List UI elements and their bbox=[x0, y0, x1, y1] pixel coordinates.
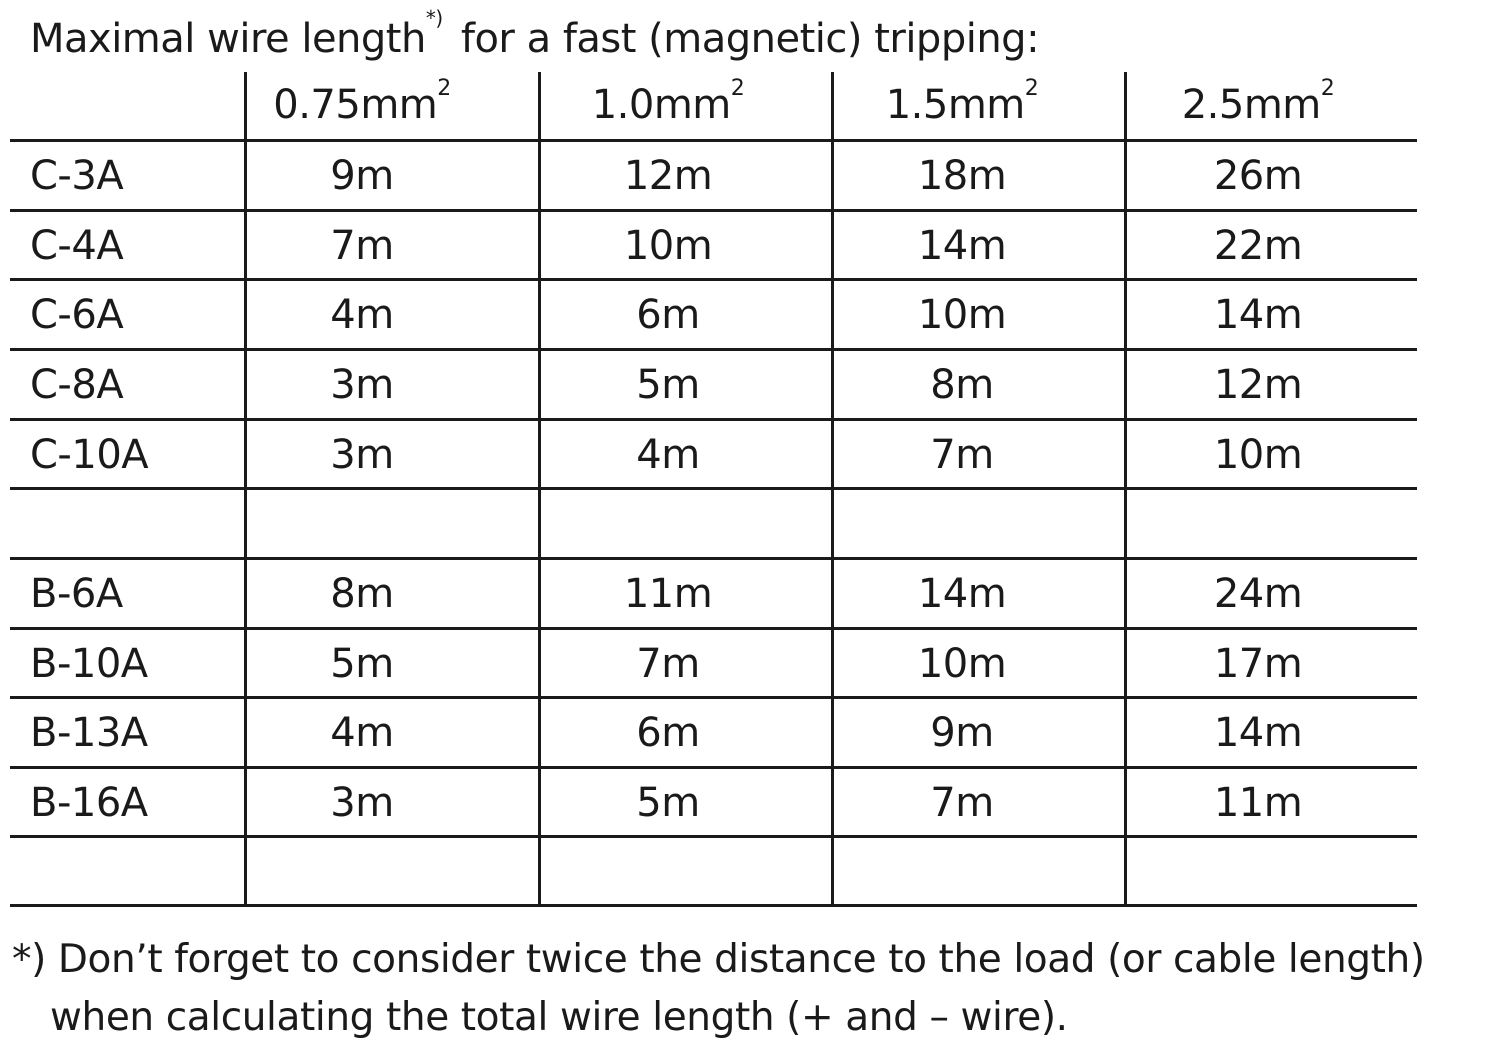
table-title bbox=[30, 6, 1040, 64]
title-footnote-marker: *) bbox=[425, 6, 443, 30]
footnote-line-1: *) Don’t forget to consider twice the distance to the load (or cable length) bbox=[12, 937, 1425, 982]
table-cell: 17m bbox=[1213, 641, 1303, 687]
table-cell: 12m bbox=[623, 153, 713, 199]
row-divider bbox=[10, 348, 1417, 351]
table-cell: 9m bbox=[330, 153, 394, 199]
table-cell: 3m bbox=[330, 362, 394, 408]
column-header bbox=[273, 76, 451, 128]
column-header-exponent: 2 bbox=[1320, 76, 1335, 101]
column-header-exponent: 2 bbox=[1024, 76, 1039, 101]
table-cell: 4m bbox=[330, 710, 394, 756]
table-cell: 24m bbox=[1213, 571, 1303, 617]
table-cell: 7m bbox=[636, 641, 700, 687]
table-cell: 12m bbox=[1213, 362, 1303, 408]
table-cell: 3m bbox=[330, 432, 394, 478]
row-divider bbox=[10, 904, 1417, 907]
row-label: B-13A bbox=[30, 710, 148, 756]
column-header bbox=[885, 76, 1039, 128]
table-cell: 11m bbox=[1213, 780, 1303, 826]
table-cell: 10m bbox=[917, 292, 1007, 338]
table-cell: 7m bbox=[330, 223, 394, 269]
row-label: C-4A bbox=[30, 223, 124, 269]
row-divider bbox=[10, 139, 1417, 142]
row-label: B-6A bbox=[30, 571, 123, 617]
table-cell: 14m bbox=[917, 223, 1007, 269]
column-header bbox=[1181, 76, 1335, 128]
row-divider bbox=[10, 627, 1417, 630]
column-header bbox=[591, 76, 745, 128]
table-cell: 9m bbox=[930, 710, 994, 756]
row-divider bbox=[10, 766, 1417, 769]
table-cell: 11m bbox=[623, 571, 713, 617]
row-label: C-3A bbox=[30, 153, 124, 199]
table-cell: 10m bbox=[1213, 432, 1303, 478]
row-divider bbox=[10, 557, 1417, 560]
table-cell: 14m bbox=[1213, 292, 1303, 338]
table-cell: 14m bbox=[917, 571, 1007, 617]
row-divider bbox=[10, 487, 1417, 490]
row-label: C-8A bbox=[30, 362, 124, 408]
column-header-exponent: 2 bbox=[730, 76, 745, 101]
table-cell: 5m bbox=[636, 362, 700, 408]
row-label: C-10A bbox=[30, 432, 149, 478]
column-header-value: 1.5mm bbox=[885, 82, 1025, 128]
table-cell: 4m bbox=[636, 432, 700, 478]
row-label: C-6A bbox=[30, 292, 124, 338]
table-cell: 8m bbox=[330, 571, 394, 617]
table-cell: 26m bbox=[1213, 153, 1303, 199]
row-divider bbox=[10, 835, 1417, 838]
table-cell: 6m bbox=[636, 292, 700, 338]
table-cell: 5m bbox=[636, 780, 700, 826]
table-cell: 8m bbox=[930, 362, 994, 408]
table-cell: 5m bbox=[330, 641, 394, 687]
table-cell: 6m bbox=[636, 710, 700, 756]
row-divider bbox=[10, 209, 1417, 212]
row-label: B-10A bbox=[30, 641, 148, 687]
table-cell: 7m bbox=[930, 780, 994, 826]
table-cell: 4m bbox=[330, 292, 394, 338]
column-header-value: 1.0mm bbox=[591, 82, 731, 128]
row-divider bbox=[10, 418, 1417, 421]
row-divider bbox=[10, 278, 1417, 281]
table-cell: 10m bbox=[623, 223, 713, 269]
table-cell: 7m bbox=[930, 432, 994, 478]
row-divider bbox=[10, 696, 1417, 699]
table-cell: 14m bbox=[1213, 710, 1303, 756]
column-header-value: 2.5mm bbox=[1181, 82, 1321, 128]
row-label: B-16A bbox=[30, 780, 148, 826]
table-cell: 10m bbox=[917, 641, 1007, 687]
title-rest: for a fast (magnetic) tripping: bbox=[460, 16, 1040, 62]
column-header-exponent: 2 bbox=[437, 76, 451, 101]
footnote-line-2: when calculating the total wire length (+ and – wire). bbox=[50, 995, 1068, 1040]
table-cell: 3m bbox=[330, 780, 394, 826]
table-cell: 18m bbox=[917, 153, 1007, 199]
title-text: Maximal wire length bbox=[30, 16, 426, 62]
column-header-value: 0.75mm bbox=[273, 82, 438, 128]
table-cell: 22m bbox=[1213, 223, 1303, 269]
